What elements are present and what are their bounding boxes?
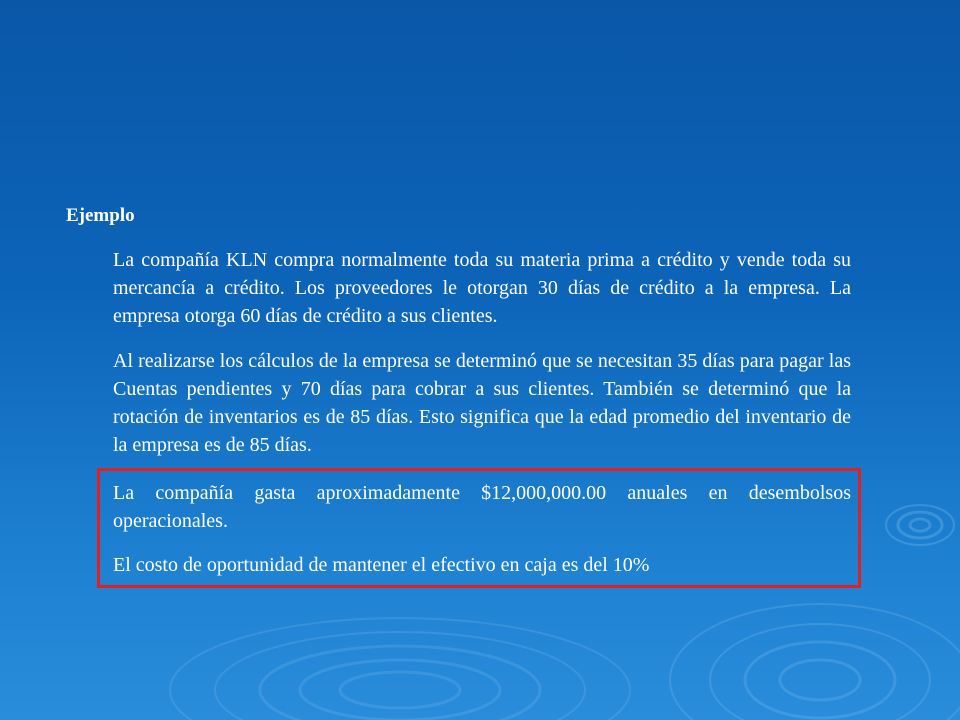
paragraph-calculations: Al realizarse los cálculos de la empresa se determinó que se necesitan 35 días para pagar las Cuentas pendientes y 70 días para cobrar a sus clientes. También se determinó que la rotación de inventarios es de 85 días. Esto significa que la edad promedio del inventario de la empresa es de 85 días. (113, 350, 851, 456)
paragraph-operational-expenses: La compañía gasta aproximadamente $12,000,000.00 anuales en desembolsos operacionales. (113, 482, 851, 532)
slide-heading: Ejemplo (66, 205, 135, 226)
paragraph-credit-terms: La compañía KLN compra normalmente toda su materia prima a crédito y vende toda su mercancía a crédito. Los proveedores le otorgan 30 días de crédito a la empresa. La empresa otorga 60 días de crédito a sus clientes. (113, 249, 851, 327)
paragraph-opportunity-cost: El costo de oportunidad de mantener el efectivo en caja es del 10% (113, 554, 650, 576)
